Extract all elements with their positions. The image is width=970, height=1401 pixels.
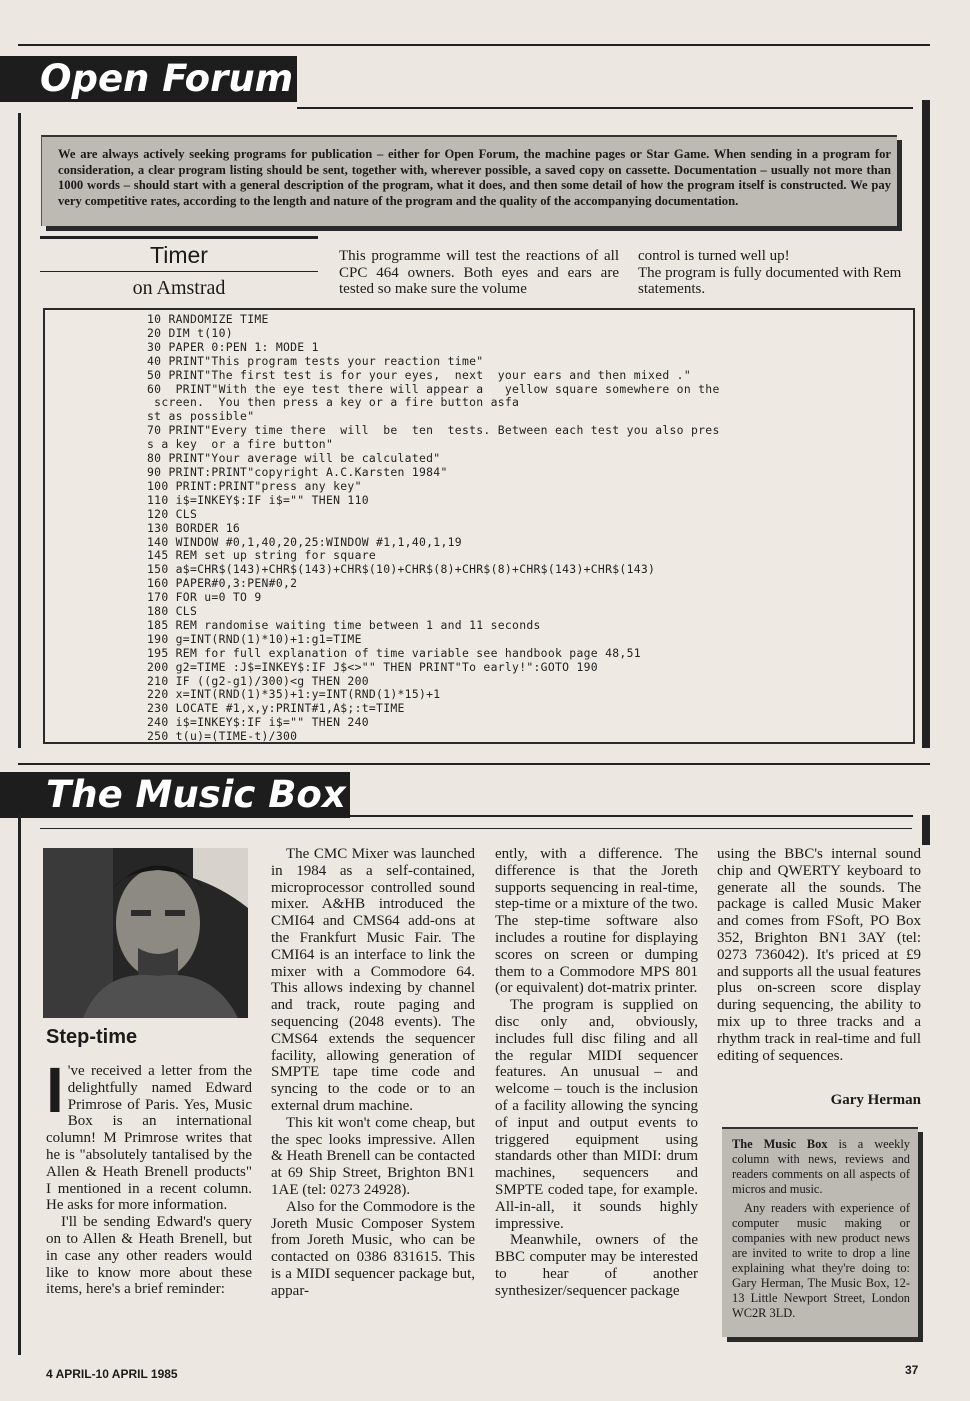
music-box-banner bbox=[0, 772, 350, 818]
col3-para2: The program is supplied on disc only and, obviously, includes full disc filing and all the regular MIDI sequencer features. An unusual – and welcome – touch is the inclusion of a facility allowing the syncing of input and output events to triggered equipment using standards other than MIDI: drum machines, sequencers and SMPTE coded tape, for example. All-in-all, it sounds highly impressive. bbox=[495, 997, 698, 1232]
music-box-col1 bbox=[46, 1054, 252, 1298]
info-box-lead: The Music Box bbox=[732, 1137, 828, 1151]
timer-top-rule bbox=[40, 236, 318, 239]
music-box-left-bar bbox=[18, 815, 21, 1355]
info-box-para1 bbox=[732, 1137, 910, 1197]
col1-para1 bbox=[46, 1054, 252, 1214]
timer-mid-rule bbox=[40, 271, 318, 272]
col3-para1: ently, with a difference. The difference is that the Joreth supports sequencing in real-time, step-time or a mixture of the two. The step-time software also includes a routine for displaying scores on screen or dumping them to a Commodore MPS 801 (or equivalent) dot-matrix printer. bbox=[495, 846, 698, 997]
author-photo-image bbox=[43, 848, 248, 1018]
author-photo bbox=[43, 848, 248, 1018]
step-time-subhead: Step-time bbox=[46, 1026, 138, 1048]
frame-right-bar bbox=[922, 100, 930, 748]
article-subtitle: on Amstrad bbox=[132, 277, 226, 299]
submission-notice: We are always actively seeking programs for publication – either for Open Forum, the machine pages or Star Game. When sending in a program for consideration, a clear program listing should be sent, together with, wherever possible, a saved copy on cassette. Documentation – usually not more than 1000 words – should start with a general description of the program, what it does, and then some detail of how the program itself is constructed. We pay very competitive rates, according to the length and nature of the program and the quality of the accompanying documentation. bbox=[41, 135, 897, 226]
page-number: 37 bbox=[905, 1363, 919, 1377]
open-forum-title: Open Forum bbox=[40, 57, 294, 100]
col2-para1: The CMC Mixer was launched in 1984 as a self-contained, microprocessor controlled sound mixer. A&HB introduced the CMI64 and CMS64 add-ons at the Frankfurt Music Fair. The CMI64 is an interface to link the mixer with a Commodore 64. This allows indexing by channel and track, route paging and sequencing (2048 events). The CMS64 extends the sequencer facility, allowing generation of SMPTE tape time code and syncing to the code or to an external drum machine. bbox=[271, 846, 475, 1114]
program-listing: 10 RANDOMIZE TIME 20 DIM t(10) 30 PAPER 0:PEN 1: MODE 1 40 PRINT"This program tests your reaction time" 50 PRINT"The first test is for your eyes, next your ears and then mixed ." 60 PRINT"With the eye test there will appear a yellow square somewhere on the screen. You then press a key or a fire button asfa st as possible" 70 PRINT"Every time there will be ten tests. Between each test you also pres s a key or a fire button" 80 PRINT"Your average will be calculated" 90 PRINT:PRINT"copyright A.C.Karsten 1984" 100 PRINT:PRINT"press any key" 110 i$=INKEY$:IF i$="" THEN 110 120 CLS 130 BORDER 16 140 WINDOW #0,1,40,20,25:WINDOW #1,1,40,1,19 145 REM set up string for square 150 a$=CHR$(143)+CHR$(143)+CHR$(10)+CHR$(8)+CHR$(8)+CHR$(143)+CHR$(143) 160 PAPER#0,3:PEN#0,2 170 FOR u=0 TO 9 180 CLS 185 REM randomise waiting time between 1 and 11 seconds 190 g=INT(RND(1)*10)+1:g1=TIME 195 REM for full explanation of time variable see handbook page 48,51 200 g2=TIME :J$=INKEY$:IF J$<>"" THEN PRINT"To early!":GOTO 190 210 IF ((g2-g1)/300)<g THEN 200 220 x=INT(RND(1)*35)+1:y=INT(RND(1)*15)+1 230 LOCATE #1,x,y:PRINT#1,A$;:t=TIME 240 i$=INKEY$:IF i$="" THEN 240 250 t(u)=(TIME-t)/300 bbox=[147, 312, 720, 744]
music-box-right-bar bbox=[922, 815, 930, 845]
info-box-para1-text: is a weekly column with news, reviews and readers comments on all aspects of micros and music. bbox=[732, 1137, 910, 1196]
article-title: Timer bbox=[150, 242, 208, 268]
timer-intro-col1: This programme will test the reactions of all CPC 464 owners. Both eyes and ears are tested so make sure the volume bbox=[339, 248, 619, 297]
music-box-title: The Music Box bbox=[46, 773, 346, 816]
music-box-top-rule bbox=[18, 763, 930, 765]
col3-para3: Meanwhile, owners of the BBC computer may be interested to hear of another synthesizer/sequencer package bbox=[495, 1232, 698, 1299]
col2-para3: Also for the Commodore is the Joreth Music Composer System from Joreth Music, who can be contacted on 0386 831615. This is a MIDI sequencer package but, appar- bbox=[271, 1198, 475, 1299]
frame-left-bar bbox=[18, 113, 21, 748]
music-box-banner-rule bbox=[350, 815, 913, 817]
music-box-col2 bbox=[271, 846, 475, 1300]
issue-date: 4 APRIL-10 APRIL 1985 bbox=[46, 1367, 178, 1381]
col2-para2: This kit won't come cheap, but the spec looks impressive. Allen & Heath Brenell can be contacted at 69 Ship Street, Brighton BN1 1AE (tel: 0273 24928). bbox=[271, 1114, 475, 1198]
open-forum-banner bbox=[0, 56, 297, 102]
music-box-info-box bbox=[722, 1127, 918, 1337]
col4-para1: using the BBC's internal sound chip and QWERTY keyboard to generate all the sounds. The package is called Music Maker and comes from FSoft, PO Box 352, Brighton BN1 3AY (tel: 0273 736042). It's priced at £9 and supports all the usual features plus on-screen score display during sequencing, the ability to mix up to three tracks and a rhythm track in real-time and full editing of sequences. bbox=[717, 846, 921, 1064]
top-rule bbox=[18, 44, 930, 46]
col1-para1-text: 've received a letter from the delightfully named Edward Primrose of Paris. Yes, Music Box is an international column! M Primrose writes that he is "absolutely tantalised by the Allen & Heath Brenell products" I mentioned in a recent column. He asks for more information. bbox=[46, 1063, 252, 1214]
col1-para2: I'll be sending Edward's query on to Allen & Heath Brenell, but in case any other readers would like to know more about these items, here's a brief reminder: bbox=[46, 1214, 252, 1298]
byline: Gary Herman bbox=[830, 1092, 921, 1108]
timer-intro-col2: control is turned well up! The program is fully documented with Rem statements. bbox=[638, 248, 902, 297]
music-box-col3 bbox=[495, 846, 698, 1300]
drop-cap: I bbox=[46, 1054, 64, 1126]
open-forum-banner-rule bbox=[297, 107, 913, 109]
music-box-sub-rule bbox=[40, 828, 912, 829]
program-listing-box bbox=[43, 308, 915, 744]
music-box-col4 bbox=[717, 846, 921, 1064]
info-box-para2: Any readers with experience of computer music making or companies with new product news are invited to write to drop a line explaining what they're doing to: Gary Herman, The Music Box, 12-13 Little Newport Street, London WC2R 3LD. bbox=[732, 1201, 910, 1320]
